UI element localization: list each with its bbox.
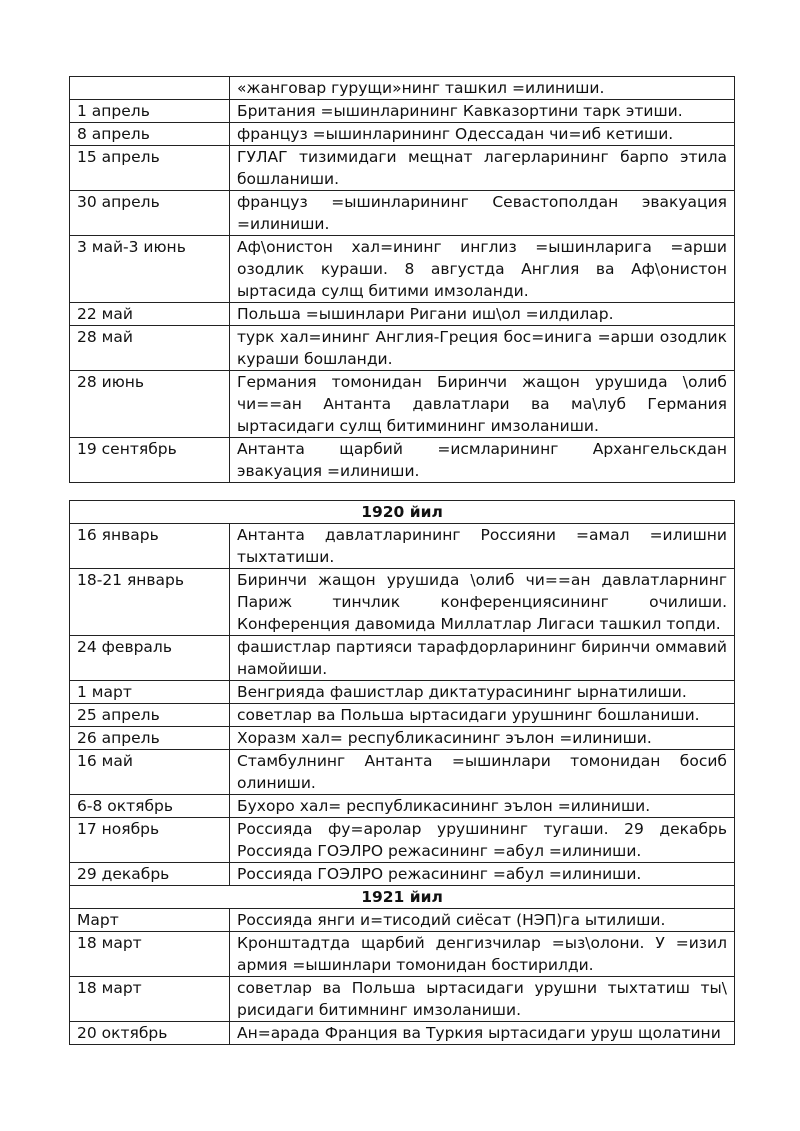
table-row — [70, 524, 735, 569]
event-cell: француз =ышинларининг Севастополдан эвакуация =илиниши. — [230, 191, 735, 236]
table-row — [70, 977, 735, 1022]
chronology-table-2 — [69, 500, 735, 1045]
table-row — [70, 704, 735, 727]
date-cell: 18 март — [70, 977, 230, 1022]
table-row — [70, 569, 735, 636]
table-row — [70, 326, 735, 371]
date-cell: 20 октябрь — [70, 1022, 230, 1045]
event-cell: Польша =ышинлари Ригани иш\ол =илдилар. — [230, 303, 735, 326]
table-row — [70, 863, 735, 886]
year-heading-1921: 1921 йил — [70, 886, 735, 909]
event-cell: советлар ва Польша ыртасидаги урушнинг бошланиши. — [230, 704, 735, 727]
event-cell: Россияда янги и=тисодий сиёсат (НЭП)га ытилиши. — [230, 909, 735, 932]
table-row — [70, 727, 735, 750]
event-cell: Антанта давлатларининг Россияни =амал =илишни тыхтатиши. — [230, 524, 735, 569]
date-cell: 30 апрель — [70, 191, 230, 236]
event-cell: Хоразм хал= республикасининг эълон =илиниши. — [230, 727, 735, 750]
date-cell: 1 апрель — [70, 100, 230, 123]
date-cell: 28 июнь — [70, 371, 230, 438]
event-cell: «жанговар гурущи»нинг ташкил =илиниши. — [230, 77, 735, 100]
table-row — [70, 795, 735, 818]
event-cell: турк хал=ининг Англия-Греция бос=инига =арши озодлик кураши бошланди. — [230, 326, 735, 371]
date-cell: 8 апрель — [70, 123, 230, 146]
event-cell: Ан=арада Франция ва Туркия ыртасидаги уруш щолатини — [230, 1022, 735, 1045]
date-cell: 18-21 январь — [70, 569, 230, 636]
event-cell: Британия =ышинларининг Кавказортини тарк этиши. — [230, 100, 735, 123]
table-row — [70, 123, 735, 146]
table-row — [70, 909, 735, 932]
date-cell: 16 май — [70, 750, 230, 795]
event-cell: Биринчи жащон урушида \олиб чи==ан давлатларнинг Париж тинчлик конференциясининг очилиши. Конференция давомида Миллатлар Лигаси ташкил топди. — [230, 569, 735, 636]
event-cell: ГУЛАГ тизимидаги мещнат лагерларининг барпо этила бошланиши. — [230, 146, 735, 191]
date-cell: 1 март — [70, 681, 230, 704]
year-heading-1920: 1920 йил — [70, 501, 735, 524]
date-cell — [70, 77, 230, 100]
event-cell: Россияда ГОЭЛРО режасининг =абул =илиниши. — [230, 863, 735, 886]
date-cell: 19 сентябрь — [70, 438, 230, 483]
date-cell: 25 апрель — [70, 704, 230, 727]
year-header-row — [70, 886, 735, 909]
chronology-table-1 — [69, 76, 735, 483]
table-row — [70, 371, 735, 438]
event-cell: Стамбулнинг Антанта =ышинлари томонидан босиб олиниши. — [230, 750, 735, 795]
date-cell: 28 май — [70, 326, 230, 371]
date-cell: 6-8 октябрь — [70, 795, 230, 818]
table-row — [70, 100, 735, 123]
table-row — [70, 236, 735, 303]
date-cell: 3 май-3 июнь — [70, 236, 230, 303]
table-row — [70, 1022, 735, 1045]
table-row — [70, 303, 735, 326]
event-cell: француз =ышинларининг Одессадан чи=иб кетиши. — [230, 123, 735, 146]
event-cell: советлар ва Польша ыртасидаги урушни тыхтатиш ты\ рисидаги битимнинг имзоланиши. — [230, 977, 735, 1022]
event-cell: Кронштадтда щарбий денгизчилар =ыз\олони. У =изил армия =ышинлари томонидан бостирилди. — [230, 932, 735, 977]
table-row — [70, 750, 735, 795]
date-cell: 22 май — [70, 303, 230, 326]
table-row — [70, 932, 735, 977]
date-cell: 16 январь — [70, 524, 230, 569]
year-header-row — [70, 501, 735, 524]
table-row — [70, 77, 735, 100]
event-cell: Аф\онистон хал=ининг инглиз =ышинларига =арши озодлик кураши. 8 августда Англия ва Аф\онистон ыртасида сулщ битими имзоланди. — [230, 236, 735, 303]
event-cell: Бухоро хал= республикасининг эълон =илиниши. — [230, 795, 735, 818]
table-row — [70, 636, 735, 681]
event-cell: Антанта щарбий =исмларининг Архангельскдан эвакуация =илиниши. — [230, 438, 735, 483]
date-cell: Март — [70, 909, 230, 932]
table-row — [70, 146, 735, 191]
date-cell: 29 декабрь — [70, 863, 230, 886]
date-cell: 26 апрель — [70, 727, 230, 750]
table-row — [70, 438, 735, 483]
table-row — [70, 818, 735, 863]
table-row — [70, 681, 735, 704]
table-row — [70, 191, 735, 236]
event-cell: Россияда фу=аролар урушининг тугаши. 29 декабрь Россияда ГОЭЛРО режасининг =абул =илиниши. — [230, 818, 735, 863]
event-cell: Венгрияда фашистлар диктатурасининг ырнатилиши. — [230, 681, 735, 704]
date-cell: 15 апрель — [70, 146, 230, 191]
event-cell: Германия томонидан Биринчи жащон урушида \олиб чи==ан Антанта давлатлари ва ма\луб Германия ыртасидаги сулщ битимининг имзоланиши. — [230, 371, 735, 438]
date-cell: 18 март — [70, 932, 230, 977]
date-cell: 24 февраль — [70, 636, 230, 681]
event-cell: фашистлар партияси тарафдорларининг биринчи оммавий намойиши. — [230, 636, 735, 681]
date-cell: 17 ноябрь — [70, 818, 230, 863]
